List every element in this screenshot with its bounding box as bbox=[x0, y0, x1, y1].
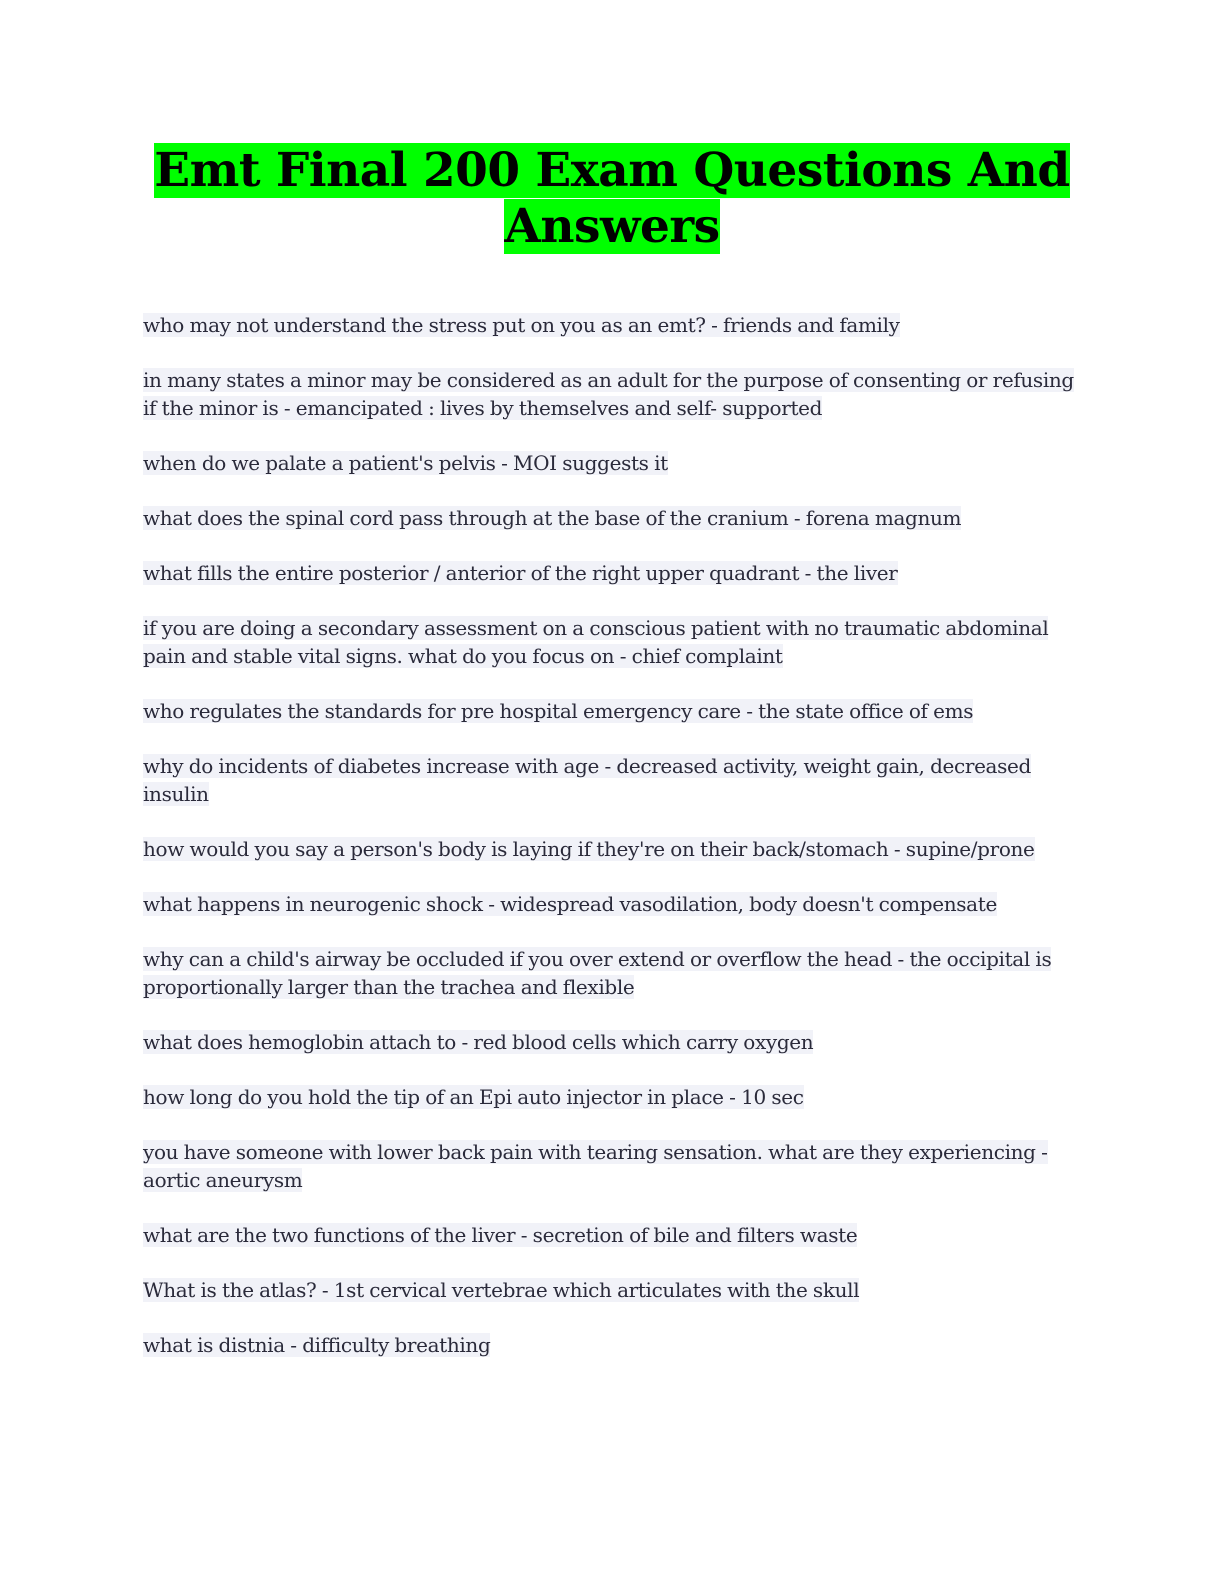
qa-item bbox=[143, 559, 1083, 587]
qa-item bbox=[143, 835, 1083, 863]
qa-item bbox=[143, 697, 1083, 725]
qa-item-text: why do incidents of diabetes increase with age - decreased activity, weight gain, decreased insulin bbox=[143, 754, 1031, 806]
qa-item-text: who may not understand the stress put on you as an emt? - friends and family bbox=[143, 313, 900, 337]
qa-item bbox=[143, 752, 1083, 808]
qa-item bbox=[143, 890, 1083, 918]
document-title bbox=[143, 143, 1081, 255]
qa-list bbox=[143, 311, 1083, 1386]
qa-item bbox=[143, 504, 1083, 532]
qa-item bbox=[143, 1221, 1083, 1249]
qa-item-text: what are the two functions of the liver - secretion of bile and filters waste bbox=[143, 1223, 858, 1247]
qa-item-text: who regulates the standards for pre hospital emergency care - the state office of ems bbox=[143, 699, 974, 723]
qa-item-text: how would you say a person's body is laying if they're on their back/stomach - supine/prone bbox=[143, 837, 1035, 861]
qa-item bbox=[143, 311, 1083, 339]
qa-item-text: why can a child's airway be occluded if you over extend or overflow the head - the occipital is proportionally larger than the trachea and flexible bbox=[143, 947, 1052, 999]
document-title-text: Emt Final 200 Exam Questions And Answers bbox=[154, 143, 1070, 254]
qa-item bbox=[143, 1276, 1083, 1304]
qa-item-text: you have someone with lower back pain with tearing sensation. what are they experiencing - aortic aneurysm bbox=[143, 1140, 1048, 1192]
qa-item-text: What is the atlas? - 1st cervical vertebrae which articulates with the skull bbox=[143, 1278, 860, 1302]
qa-item-text: how long do you hold the tip of an Epi auto injector in place - 10 sec bbox=[143, 1085, 804, 1109]
qa-item bbox=[143, 1138, 1083, 1194]
qa-item bbox=[143, 1331, 1083, 1359]
qa-item-text: in many states a minor may be considered as an adult for the purpose of consenting or refusing if the minor is - emancipated : lives by themselves and self- supported bbox=[143, 368, 1074, 420]
qa-item bbox=[143, 449, 1083, 477]
qa-item bbox=[143, 366, 1083, 422]
qa-item bbox=[143, 1028, 1083, 1056]
qa-item-text: what happens in neurogenic shock - widespread vasodilation, body doesn't compensate bbox=[143, 892, 997, 916]
qa-item-text: when do we palate a patient's pelvis - MOI suggests it bbox=[143, 451, 668, 475]
qa-item-text: if you are doing a secondary assessment on a conscious patient with no traumatic abdominal pain and stable vital signs. what do you focus on - chief complaint bbox=[143, 616, 1049, 668]
qa-item bbox=[143, 945, 1083, 1001]
qa-item-text: what is distnia - difficulty breathing bbox=[143, 1333, 491, 1357]
qa-item-text: what fills the entire posterior / anterior of the right upper quadrant - the liver bbox=[143, 561, 898, 585]
qa-item-text: what does hemoglobin attach to - red blood cells which carry oxygen bbox=[143, 1030, 814, 1054]
qa-item bbox=[143, 614, 1083, 670]
qa-item-text: what does the spinal cord pass through at the base of the cranium - forena magnum bbox=[143, 506, 962, 530]
qa-item bbox=[143, 1083, 1083, 1111]
